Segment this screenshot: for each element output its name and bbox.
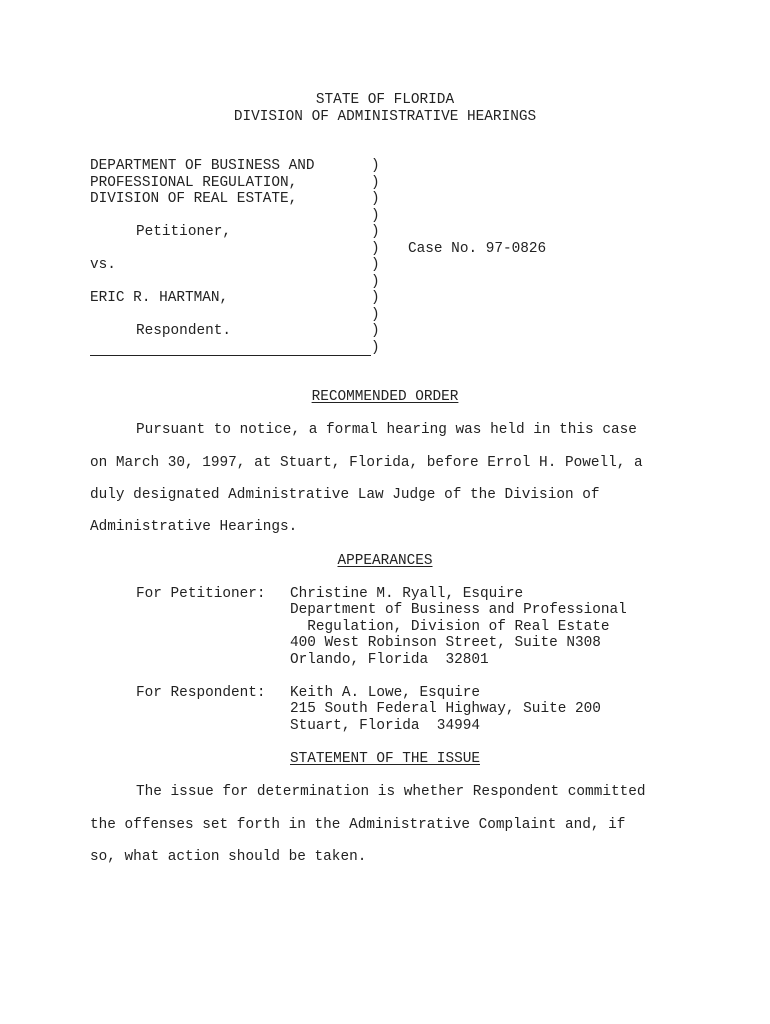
caption-paren: )	[371, 175, 380, 191]
issue-title: STATEMENT OF THE ISSUE	[290, 751, 480, 767]
petitioner-name-line-2: PROFESSIONAL REGULATION,	[90, 175, 298, 191]
respondent-name: ERIC R. HARTMAN,	[90, 290, 229, 306]
petitioner-appearance-label: For Petitioner:	[136, 586, 266, 602]
caption-paren: )	[371, 323, 380, 339]
petitioner-counsel-line: Orlando, Florida 32801	[290, 652, 489, 668]
order-title: RECOMMENDED ORDER	[311, 389, 459, 405]
caption-paren: )	[371, 340, 380, 356]
petitioner-counsel-line: Regulation, Division of Real Estate	[290, 619, 610, 635]
respondent-counsel-line: Stuart, Florida 34994	[290, 718, 480, 734]
petitioner-label: Petitioner,	[136, 224, 231, 240]
intro-line-3: duly designated Administrative Law Judge of the Division of	[90, 487, 600, 503]
caption-paren: )	[371, 208, 380, 224]
respondent-appearance-label: For Respondent:	[136, 685, 266, 701]
petitioner-name-line-1: DEPARTMENT OF BUSINESS AND	[90, 158, 315, 174]
intro-line-4: Administrative Hearings.	[90, 519, 298, 535]
caption-paren: )	[371, 224, 380, 240]
petitioner-counsel-line: Christine M. Ryall, Esquire	[290, 586, 524, 602]
appearances-title: APPEARANCES	[337, 553, 433, 569]
issue-line-2: the offenses set forth in the Administrative Complaint and, if	[90, 817, 626, 833]
issue-line-3: so, what action should be taken.	[90, 849, 367, 865]
caption-paren: )	[371, 274, 380, 290]
respondent-counsel-line: Keith A. Lowe, Esquire	[290, 685, 480, 701]
versus-label: vs.	[90, 257, 116, 273]
intro-line-2: on March 30, 1997, at Stuart, Florida, before Errol H. Powell, a	[90, 455, 643, 471]
caption-underline	[90, 355, 371, 356]
caption-paren: )	[371, 257, 380, 273]
caption-paren: )	[371, 307, 380, 323]
caption-paren: )	[371, 158, 380, 174]
petitioner-counsel-line: Department of Business and Professional	[290, 602, 627, 618]
petitioner-name-line-3: DIVISION OF REAL ESTATE,	[90, 191, 298, 207]
caption-paren: )	[371, 191, 380, 207]
intro-line-1: Pursuant to notice, a formal hearing was held in this case	[136, 422, 637, 438]
caption-paren: )	[371, 290, 380, 306]
case-number: Case No. 97-0826	[408, 241, 547, 257]
petitioner-counsel-line: 400 West Robinson Street, Suite N308	[290, 635, 601, 651]
header-state: STATE OF FLORIDA	[315, 92, 455, 108]
caption-paren: )	[371, 241, 380, 257]
respondent-counsel-line: 215 South Federal Highway, Suite 200	[290, 701, 601, 717]
header-division: DIVISION OF ADMINISTRATIVE HEARINGS	[233, 109, 537, 125]
respondent-label: Respondent.	[136, 323, 231, 339]
issue-line-1: The issue for determination is whether Respondent committed	[136, 784, 646, 800]
